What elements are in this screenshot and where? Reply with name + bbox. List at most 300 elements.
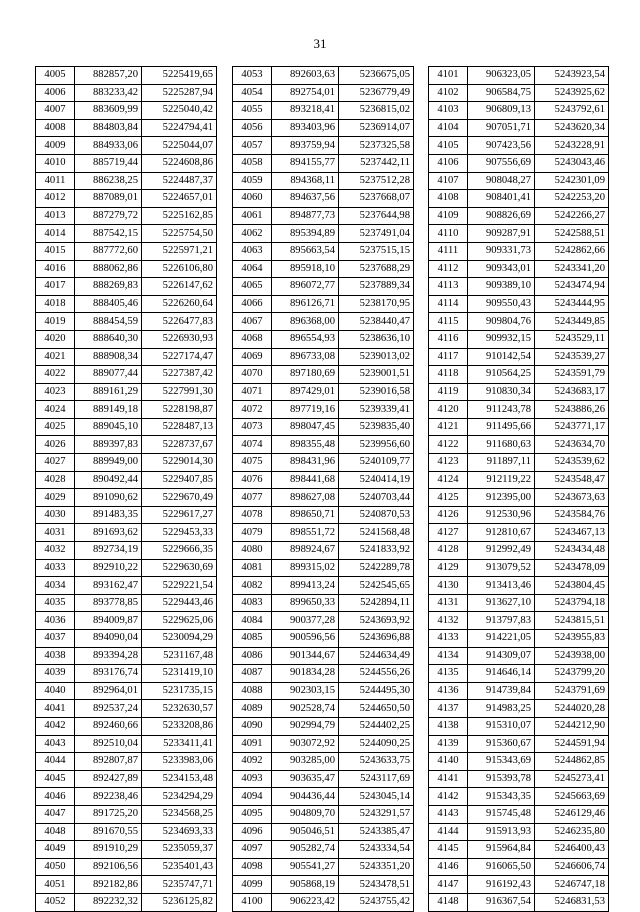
y-coordinate-cell: 5245663,69 [535,788,609,806]
point-number-cell: 4011 [36,172,75,190]
x-coordinate-cell: 899315,02 [272,559,339,577]
point-number-cell: 4148 [429,893,468,911]
y-coordinate-cell: 5231419,10 [142,665,217,683]
table-row [429,717,609,735]
x-coordinate-cell: 907423,56 [468,137,535,155]
table-row [429,753,609,771]
y-coordinate-cell: 5238636,10 [339,330,414,348]
x-coordinate-cell: 911495,66 [468,418,535,436]
y-coordinate-cell: 5242266,27 [535,207,609,225]
y-coordinate-cell: 5243045,14 [339,788,414,806]
y-coordinate-cell: 5243794,18 [535,594,609,612]
table-row [429,401,609,419]
table-row [36,154,217,172]
y-coordinate-cell: 5243799,20 [535,665,609,683]
table-row [429,788,609,806]
x-coordinate-cell: 914646,14 [468,665,535,683]
table-row [36,348,217,366]
point-number-cell: 4076 [233,471,272,489]
table-row [233,348,414,366]
y-coordinate-cell: 5227387,42 [142,366,217,384]
x-coordinate-cell: 915360,67 [468,735,535,753]
point-number-cell: 4104 [429,119,468,137]
x-coordinate-cell: 905282,74 [272,841,339,859]
table-row [233,119,414,137]
x-coordinate-cell: 892754,01 [272,84,339,102]
table-row [233,630,414,648]
point-number-cell: 4083 [233,594,272,612]
point-number-cell: 4091 [233,735,272,753]
y-coordinate-cell: 5228737,67 [142,436,217,454]
y-coordinate-cell: 5243771,17 [535,418,609,436]
point-number-cell: 4087 [233,665,272,683]
y-coordinate-cell: 5229453,33 [142,524,217,542]
point-number-cell: 4119 [429,383,468,401]
y-coordinate-cell: 5243351,20 [339,858,414,876]
y-coordinate-cell: 5243923,54 [535,67,609,85]
point-number-cell: 4103 [429,102,468,120]
x-coordinate-cell: 891910,29 [75,841,142,859]
table-row [429,418,609,436]
y-coordinate-cell: 5239835,40 [339,418,414,436]
x-coordinate-cell: 892460,66 [75,717,142,735]
table-row [36,647,217,665]
y-coordinate-cell: 5239956,60 [339,436,414,454]
x-coordinate-cell: 894368,11 [272,172,339,190]
table-row [233,454,414,472]
point-number-cell: 4133 [429,630,468,648]
x-coordinate-cell: 912395,00 [468,489,535,507]
table-row [233,67,414,85]
x-coordinate-cell: 913079,52 [468,559,535,577]
y-coordinate-cell: 5243620,34 [535,119,609,137]
x-coordinate-cell: 893394,28 [75,647,142,665]
point-number-cell: 4049 [36,841,75,859]
x-coordinate-cell: 896554,93 [272,330,339,348]
table-row [429,207,609,225]
point-number-cell: 4138 [429,717,468,735]
table-row [233,207,414,225]
table-row [429,454,609,472]
point-number-cell: 4067 [233,313,272,331]
point-number-cell: 4059 [233,172,272,190]
point-number-cell: 4141 [429,770,468,788]
y-coordinate-cell: 5236779,49 [339,84,414,102]
table-row [36,401,217,419]
table-row [36,700,217,718]
y-coordinate-cell: 5246831,53 [535,893,609,911]
y-coordinate-cell: 5237889,34 [339,278,414,296]
point-number-cell: 4124 [429,471,468,489]
y-coordinate-cell: 5246747,18 [535,876,609,894]
y-coordinate-cell: 5243792,61 [535,102,609,120]
page-number: 31 [313,36,327,51]
x-coordinate-cell: 888062,86 [75,260,142,278]
point-number-cell: 4010 [36,154,75,172]
x-coordinate-cell: 908048,27 [468,172,535,190]
y-coordinate-cell: 5239013,02 [339,348,414,366]
point-number-cell: 4045 [36,770,75,788]
point-number-cell: 4020 [36,330,75,348]
y-coordinate-cell: 5242588,51 [535,225,609,243]
y-coordinate-cell: 5244212,90 [535,717,609,735]
x-coordinate-cell: 894155,77 [272,154,339,172]
point-number-cell: 4061 [233,207,272,225]
point-number-cell: 4145 [429,841,468,859]
x-coordinate-cell: 891725,20 [75,805,142,823]
point-number-cell: 4054 [233,84,272,102]
y-coordinate-cell: 5225044,07 [142,137,217,155]
point-number-cell: 4007 [36,102,75,120]
y-coordinate-cell: 5237325,58 [339,137,414,155]
x-coordinate-cell: 888640,30 [75,330,142,348]
x-coordinate-cell: 912119,22 [468,471,535,489]
table-row [429,366,609,384]
x-coordinate-cell: 901344,67 [272,647,339,665]
x-coordinate-cell: 916192,43 [468,876,535,894]
y-coordinate-cell: 5239001,51 [339,366,414,384]
point-number-cell: 4094 [233,788,272,806]
table-row [36,524,217,542]
point-number-cell: 4137 [429,700,468,718]
point-number-cell: 4063 [233,242,272,260]
x-coordinate-cell: 913413,46 [468,577,535,595]
point-number-cell: 4053 [233,67,272,85]
y-coordinate-cell: 5243815,51 [535,612,609,630]
point-number-cell: 4130 [429,577,468,595]
table-row [233,612,414,630]
y-coordinate-cell: 5235401,43 [142,858,217,876]
y-coordinate-cell: 5233208,86 [142,717,217,735]
y-coordinate-cell: 5243673,63 [535,489,609,507]
table-row [429,612,609,630]
table-row [233,893,414,911]
point-number-cell: 4132 [429,612,468,630]
table-row [429,542,609,560]
table-row [429,770,609,788]
x-coordinate-cell: 892807,87 [75,753,142,771]
point-number-cell: 4028 [36,471,75,489]
x-coordinate-cell: 895918,10 [272,260,339,278]
y-coordinate-cell: 5242289,78 [339,559,414,577]
table-row [429,559,609,577]
table-row [233,330,414,348]
x-coordinate-cell: 892106,56 [75,858,142,876]
table-row [36,172,217,190]
x-coordinate-cell: 892232,32 [75,893,142,911]
table-row [233,225,414,243]
y-coordinate-cell: 5237688,29 [339,260,414,278]
x-coordinate-cell: 896126,71 [272,295,339,313]
point-number-cell: 4008 [36,119,75,137]
y-coordinate-cell: 5233983,06 [142,753,217,771]
point-number-cell: 4023 [36,383,75,401]
point-number-cell: 4125 [429,489,468,507]
table-row [429,102,609,120]
table-row [429,700,609,718]
point-number-cell: 4027 [36,454,75,472]
x-coordinate-cell: 893176,74 [75,665,142,683]
x-coordinate-cell: 892537,24 [75,700,142,718]
x-coordinate-cell: 905046,51 [272,823,339,841]
y-coordinate-cell: 5235747,71 [142,876,217,894]
x-coordinate-cell: 892427,89 [75,770,142,788]
table-row [233,137,414,155]
point-number-cell: 4100 [233,893,272,911]
y-coordinate-cell: 5225040,42 [142,102,217,120]
x-coordinate-cell: 912530,96 [468,506,535,524]
point-number-cell: 4064 [233,260,272,278]
table-row [36,225,217,243]
y-coordinate-cell: 5237515,15 [339,242,414,260]
table-row [36,471,217,489]
x-coordinate-cell: 887772,60 [75,242,142,260]
point-number-cell: 4037 [36,630,75,648]
y-coordinate-cell: 5240109,77 [339,454,414,472]
point-number-cell: 4126 [429,506,468,524]
x-coordinate-cell: 906584,75 [468,84,535,102]
y-coordinate-cell: 5229221,54 [142,577,217,595]
point-number-cell: 4101 [429,67,468,85]
table-row [36,278,217,296]
y-coordinate-cell: 5243474,94 [535,278,609,296]
y-coordinate-cell: 5229666,35 [142,542,217,560]
table-row [233,506,414,524]
y-coordinate-cell: 5243467,13 [535,524,609,542]
x-coordinate-cell: 915964,84 [468,841,535,859]
y-coordinate-cell: 5236125,82 [142,893,217,911]
x-coordinate-cell: 913797,83 [468,612,535,630]
table-row [429,876,609,894]
x-coordinate-cell: 898551,72 [272,524,339,542]
x-coordinate-cell: 892964,01 [75,682,142,700]
y-coordinate-cell: 5244556,26 [339,665,414,683]
table-row [36,295,217,313]
table-row [429,383,609,401]
point-number-cell: 4024 [36,401,75,419]
x-coordinate-cell: 911243,78 [468,401,535,419]
y-coordinate-cell: 5229014,30 [142,454,217,472]
y-coordinate-cell: 5243633,75 [339,753,414,771]
point-number-cell: 4090 [233,717,272,735]
table-row [429,735,609,753]
point-number-cell: 4139 [429,735,468,753]
table-row [36,841,217,859]
table-row [429,242,609,260]
table-row [233,418,414,436]
x-coordinate-cell: 888454,59 [75,313,142,331]
point-number-cell: 4112 [429,260,468,278]
y-coordinate-cell: 5242545,65 [339,577,414,595]
table-row [233,788,414,806]
table-row [233,823,414,841]
point-number-cell: 4009 [36,137,75,155]
y-coordinate-cell: 5240703,44 [339,489,414,507]
table-row [36,418,217,436]
point-number-cell: 4022 [36,366,75,384]
point-number-cell: 4069 [233,348,272,366]
point-number-cell: 4017 [36,278,75,296]
point-number-cell: 4072 [233,401,272,419]
point-number-cell: 4122 [429,436,468,454]
x-coordinate-cell: 898924,67 [272,542,339,560]
y-coordinate-cell: 5226477,83 [142,313,217,331]
point-number-cell: 4062 [233,225,272,243]
x-coordinate-cell: 912810,67 [468,524,535,542]
table-row [233,700,414,718]
table-row [429,295,609,313]
table-row [36,858,217,876]
table-row [429,260,609,278]
point-number-cell: 4042 [36,717,75,735]
point-number-cell: 4039 [36,665,75,683]
y-coordinate-cell: 5243696,88 [339,630,414,648]
y-coordinate-cell: 5225971,21 [142,242,217,260]
x-coordinate-cell: 892910,22 [75,559,142,577]
table-row [36,630,217,648]
y-coordinate-cell: 5243755,42 [339,893,414,911]
y-coordinate-cell: 5242301,09 [535,172,609,190]
point-number-cell: 4088 [233,682,272,700]
point-number-cell: 4043 [36,735,75,753]
table-row [429,841,609,859]
y-coordinate-cell: 5224657,01 [142,190,217,208]
point-number-cell: 4034 [36,577,75,595]
y-coordinate-cell: 5245273,41 [535,770,609,788]
y-coordinate-cell: 5243886,26 [535,401,609,419]
y-coordinate-cell: 5244591,94 [535,735,609,753]
point-number-cell: 4108 [429,190,468,208]
point-number-cell: 4127 [429,524,468,542]
y-coordinate-cell: 5228487,13 [142,418,217,436]
table-row [36,84,217,102]
x-coordinate-cell: 897429,01 [272,383,339,401]
table-row [429,805,609,823]
x-coordinate-cell: 898047,45 [272,418,339,436]
point-number-cell: 4111 [429,242,468,260]
coordinate-table-1 [35,66,217,912]
point-number-cell: 4093 [233,770,272,788]
x-coordinate-cell: 909932,15 [468,330,535,348]
x-coordinate-cell: 892238,46 [75,788,142,806]
point-number-cell: 4136 [429,682,468,700]
table-row [36,823,217,841]
table-row [233,805,414,823]
point-number-cell: 4065 [233,278,272,296]
point-number-cell: 4035 [36,594,75,612]
y-coordinate-cell: 5243539,27 [535,348,609,366]
table-row [233,242,414,260]
y-coordinate-cell: 5243529,11 [535,330,609,348]
table-row [429,348,609,366]
y-coordinate-cell: 5243591,79 [535,366,609,384]
y-coordinate-cell: 5241833,92 [339,542,414,560]
table-row [36,313,217,331]
table-row [233,401,414,419]
point-number-cell: 4106 [429,154,468,172]
table-row [233,295,414,313]
table-row [233,735,414,753]
y-coordinate-cell: 5243341,20 [535,260,609,278]
table-row [233,594,414,612]
y-coordinate-cell: 5240414,19 [339,471,414,489]
y-coordinate-cell: 5229617,27 [142,506,217,524]
x-coordinate-cell: 893759,94 [272,137,339,155]
point-number-cell: 4044 [36,753,75,771]
y-coordinate-cell: 5224608,86 [142,154,217,172]
table-row [429,313,609,331]
table-row [36,366,217,384]
table-row [429,893,609,911]
table-row [429,190,609,208]
point-number-cell: 4082 [233,577,272,595]
y-coordinate-cell: 5239016,58 [339,383,414,401]
point-number-cell: 4115 [429,313,468,331]
y-coordinate-cell: 5241568,48 [339,524,414,542]
point-number-cell: 4134 [429,647,468,665]
x-coordinate-cell: 897719,16 [272,401,339,419]
y-coordinate-cell: 5243791,69 [535,682,609,700]
y-coordinate-cell: 5225287,94 [142,84,217,102]
y-coordinate-cell: 5244650,50 [339,700,414,718]
x-coordinate-cell: 906323,05 [468,67,535,85]
table-row [429,172,609,190]
point-number-cell: 4142 [429,788,468,806]
point-number-cell: 4146 [429,858,468,876]
point-number-cell: 4051 [36,876,75,894]
point-number-cell: 4005 [36,67,75,85]
x-coordinate-cell: 912992,49 [468,542,535,560]
y-coordinate-cell: 5237491,04 [339,225,414,243]
table-row [36,137,217,155]
x-coordinate-cell: 905541,27 [272,858,339,876]
x-coordinate-cell: 892510,04 [75,735,142,753]
y-coordinate-cell: 5226106,80 [142,260,217,278]
y-coordinate-cell: 5237668,07 [339,190,414,208]
y-coordinate-cell: 5243539,62 [535,454,609,472]
point-number-cell: 4016 [36,260,75,278]
point-number-cell: 4036 [36,612,75,630]
point-number-cell: 4025 [36,418,75,436]
x-coordinate-cell: 914221,05 [468,630,535,648]
point-number-cell: 4050 [36,858,75,876]
y-coordinate-cell: 5238440,47 [339,313,414,331]
y-coordinate-cell: 5237442,11 [339,154,414,172]
x-coordinate-cell: 885719,44 [75,154,142,172]
point-number-cell: 4074 [233,436,272,454]
table-row [36,330,217,348]
point-number-cell: 4032 [36,542,75,560]
table-row [36,506,217,524]
table-row [429,524,609,542]
point-number-cell: 4143 [429,805,468,823]
x-coordinate-cell: 897180,69 [272,366,339,384]
table-row [36,577,217,595]
x-coordinate-cell: 883609,99 [75,102,142,120]
table-row [36,770,217,788]
table-row [36,682,217,700]
y-coordinate-cell: 5243478,51 [339,876,414,894]
point-number-cell: 4012 [36,190,75,208]
table-row [36,489,217,507]
x-coordinate-cell: 887279,72 [75,207,142,225]
y-coordinate-cell: 5229443,46 [142,594,217,612]
table-row [233,172,414,190]
table-row [233,647,414,665]
point-number-cell: 4018 [36,295,75,313]
x-coordinate-cell: 898441,68 [272,471,339,489]
point-number-cell: 4078 [233,506,272,524]
